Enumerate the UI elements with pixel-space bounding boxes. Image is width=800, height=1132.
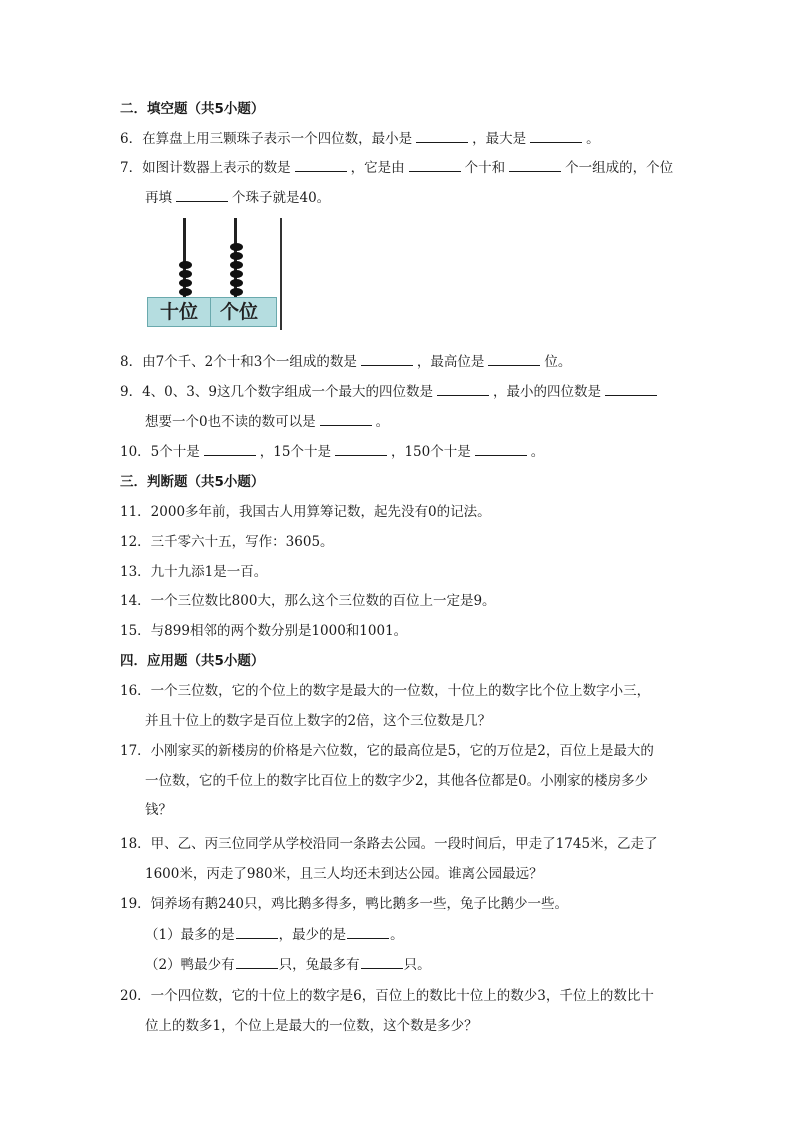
frame-edge: [280, 218, 282, 330]
answer-blank[interactable]: [176, 189, 228, 202]
abacus-bead: [230, 288, 243, 296]
abacus-bead: [179, 261, 192, 269]
answer-blank[interactable]: [409, 159, 461, 172]
question-17: 17．小刚家买的新楼房的价格是六位数，它的最高位是5，它的万位是2，百位上是最大的: [120, 743, 654, 759]
answer-blank[interactable]: [361, 956, 403, 969]
question-14: 14．一个三位数比800大，那么这个三位数的百位上一定是9。: [120, 593, 496, 609]
answer-blank[interactable]: [488, 353, 540, 366]
base-divider: [210, 298, 211, 326]
answer-blank[interactable]: [204, 443, 256, 456]
question-19-part-2: （2）鸭最少有 只，兔最多有 只。: [145, 957, 431, 973]
question-15: 15．与899相邻的两个数分别是1000和1001。: [120, 623, 408, 639]
counter-base: [147, 297, 277, 327]
counter-abacus-figure: [147, 218, 283, 330]
section-heading-judgment: 三．判断题（共5小题）: [120, 474, 265, 490]
abacus-bead: [230, 279, 243, 287]
question-6: 6．在算盘上用三颗珠子表示一个四位数，最小是 ，最大是 。: [120, 131, 600, 147]
abacus-bead: [179, 270, 192, 278]
answer-blank[interactable]: [236, 926, 278, 939]
question-12: 12．三千零六十五，写作：3605。: [120, 534, 334, 550]
answer-blank[interactable]: [416, 130, 468, 143]
answer-blank[interactable]: [437, 383, 489, 396]
answer-blank[interactable]: [605, 383, 657, 396]
question-13: 13．九十九添1是一百。: [120, 564, 268, 580]
answer-blank[interactable]: [509, 159, 561, 172]
abacus-bead: [230, 270, 243, 278]
question-20-cont: 位上的数多1，个位上是最大的一位数，这个数是多少？: [145, 1018, 478, 1034]
question-11: 11．2000多年前，我国古人用算筹记数，起先没有0的记法。: [120, 504, 491, 520]
question-18-cont: 1600米，丙走了980米，且三人均还未到达公园。谁离公园最远？: [145, 866, 543, 882]
section-heading-application: 四．应用题（共5小题）: [120, 653, 265, 669]
abacus-bead: [179, 288, 192, 296]
question-19: 19．饲养场有鹅240只，鸡比鹅多得多，鸭比鹅多一些，兔子比鹅少一些。: [120, 896, 568, 912]
question-7: 7．如图计数器上表示的数是 ，它是由 个十和 个一组成的，个位: [120, 160, 674, 176]
section-heading-fill-in: 二．填空题（共5小题）: [120, 101, 265, 117]
question-17-cont: 一位数，它的千位上的数字比百位上的数字少2，其他各位都是0。小刚家的楼房多少: [145, 773, 649, 789]
question-10: 10．5个十是 ，15个十是 ，150个十是 。: [120, 444, 545, 460]
question-17-cont-2: 钱？: [145, 802, 172, 818]
question-8: 8．由7个千、2个十和3个一组成的数是 ，最高位是 位。: [120, 354, 572, 370]
question-16: 16．一个三位数，它的个位上的数字是最大的一位数，十位上的数字比个位上数字小三，: [120, 683, 651, 699]
question-16-cont: 并且十位上的数字是百位上数字的2倍，这个三位数是几？: [145, 713, 492, 729]
tens-place-label: 十位: [160, 301, 199, 323]
answer-blank[interactable]: [361, 353, 413, 366]
abacus-bead: [230, 243, 243, 251]
question-20: 20．一个四位数，它的十位上的数字是6，百位上的数比十位上的数少3，千位上的数比十: [120, 988, 654, 1004]
answer-blank[interactable]: [320, 413, 372, 426]
question-18: 18．甲、乙、丙三位同学从学校沿同一条路去公园。一段时间后，甲走了1745米，乙走了: [120, 836, 658, 852]
ones-place-label: 个位: [220, 301, 259, 323]
question-7-cont: 再填 个珠子就是40。: [145, 190, 331, 206]
abacus-bead: [230, 252, 243, 260]
answer-blank[interactable]: [347, 926, 389, 939]
answer-blank[interactable]: [295, 159, 347, 172]
answer-blank[interactable]: [475, 443, 527, 456]
question-19-part-1: （1）最多的是 ，最少的是 。: [145, 927, 404, 943]
abacus-bead: [179, 279, 192, 287]
answer-blank[interactable]: [530, 130, 582, 143]
answer-blank[interactable]: [335, 443, 387, 456]
question-9-cont: 想要一个0也不读的数可以是 。: [145, 414, 390, 430]
abacus-bead: [230, 261, 243, 269]
question-9: 9．4、0、3、9这几个数字组成一个最大的四位数是 ，最小的四位数是: [120, 383, 661, 401]
answer-blank[interactable]: [236, 956, 278, 969]
